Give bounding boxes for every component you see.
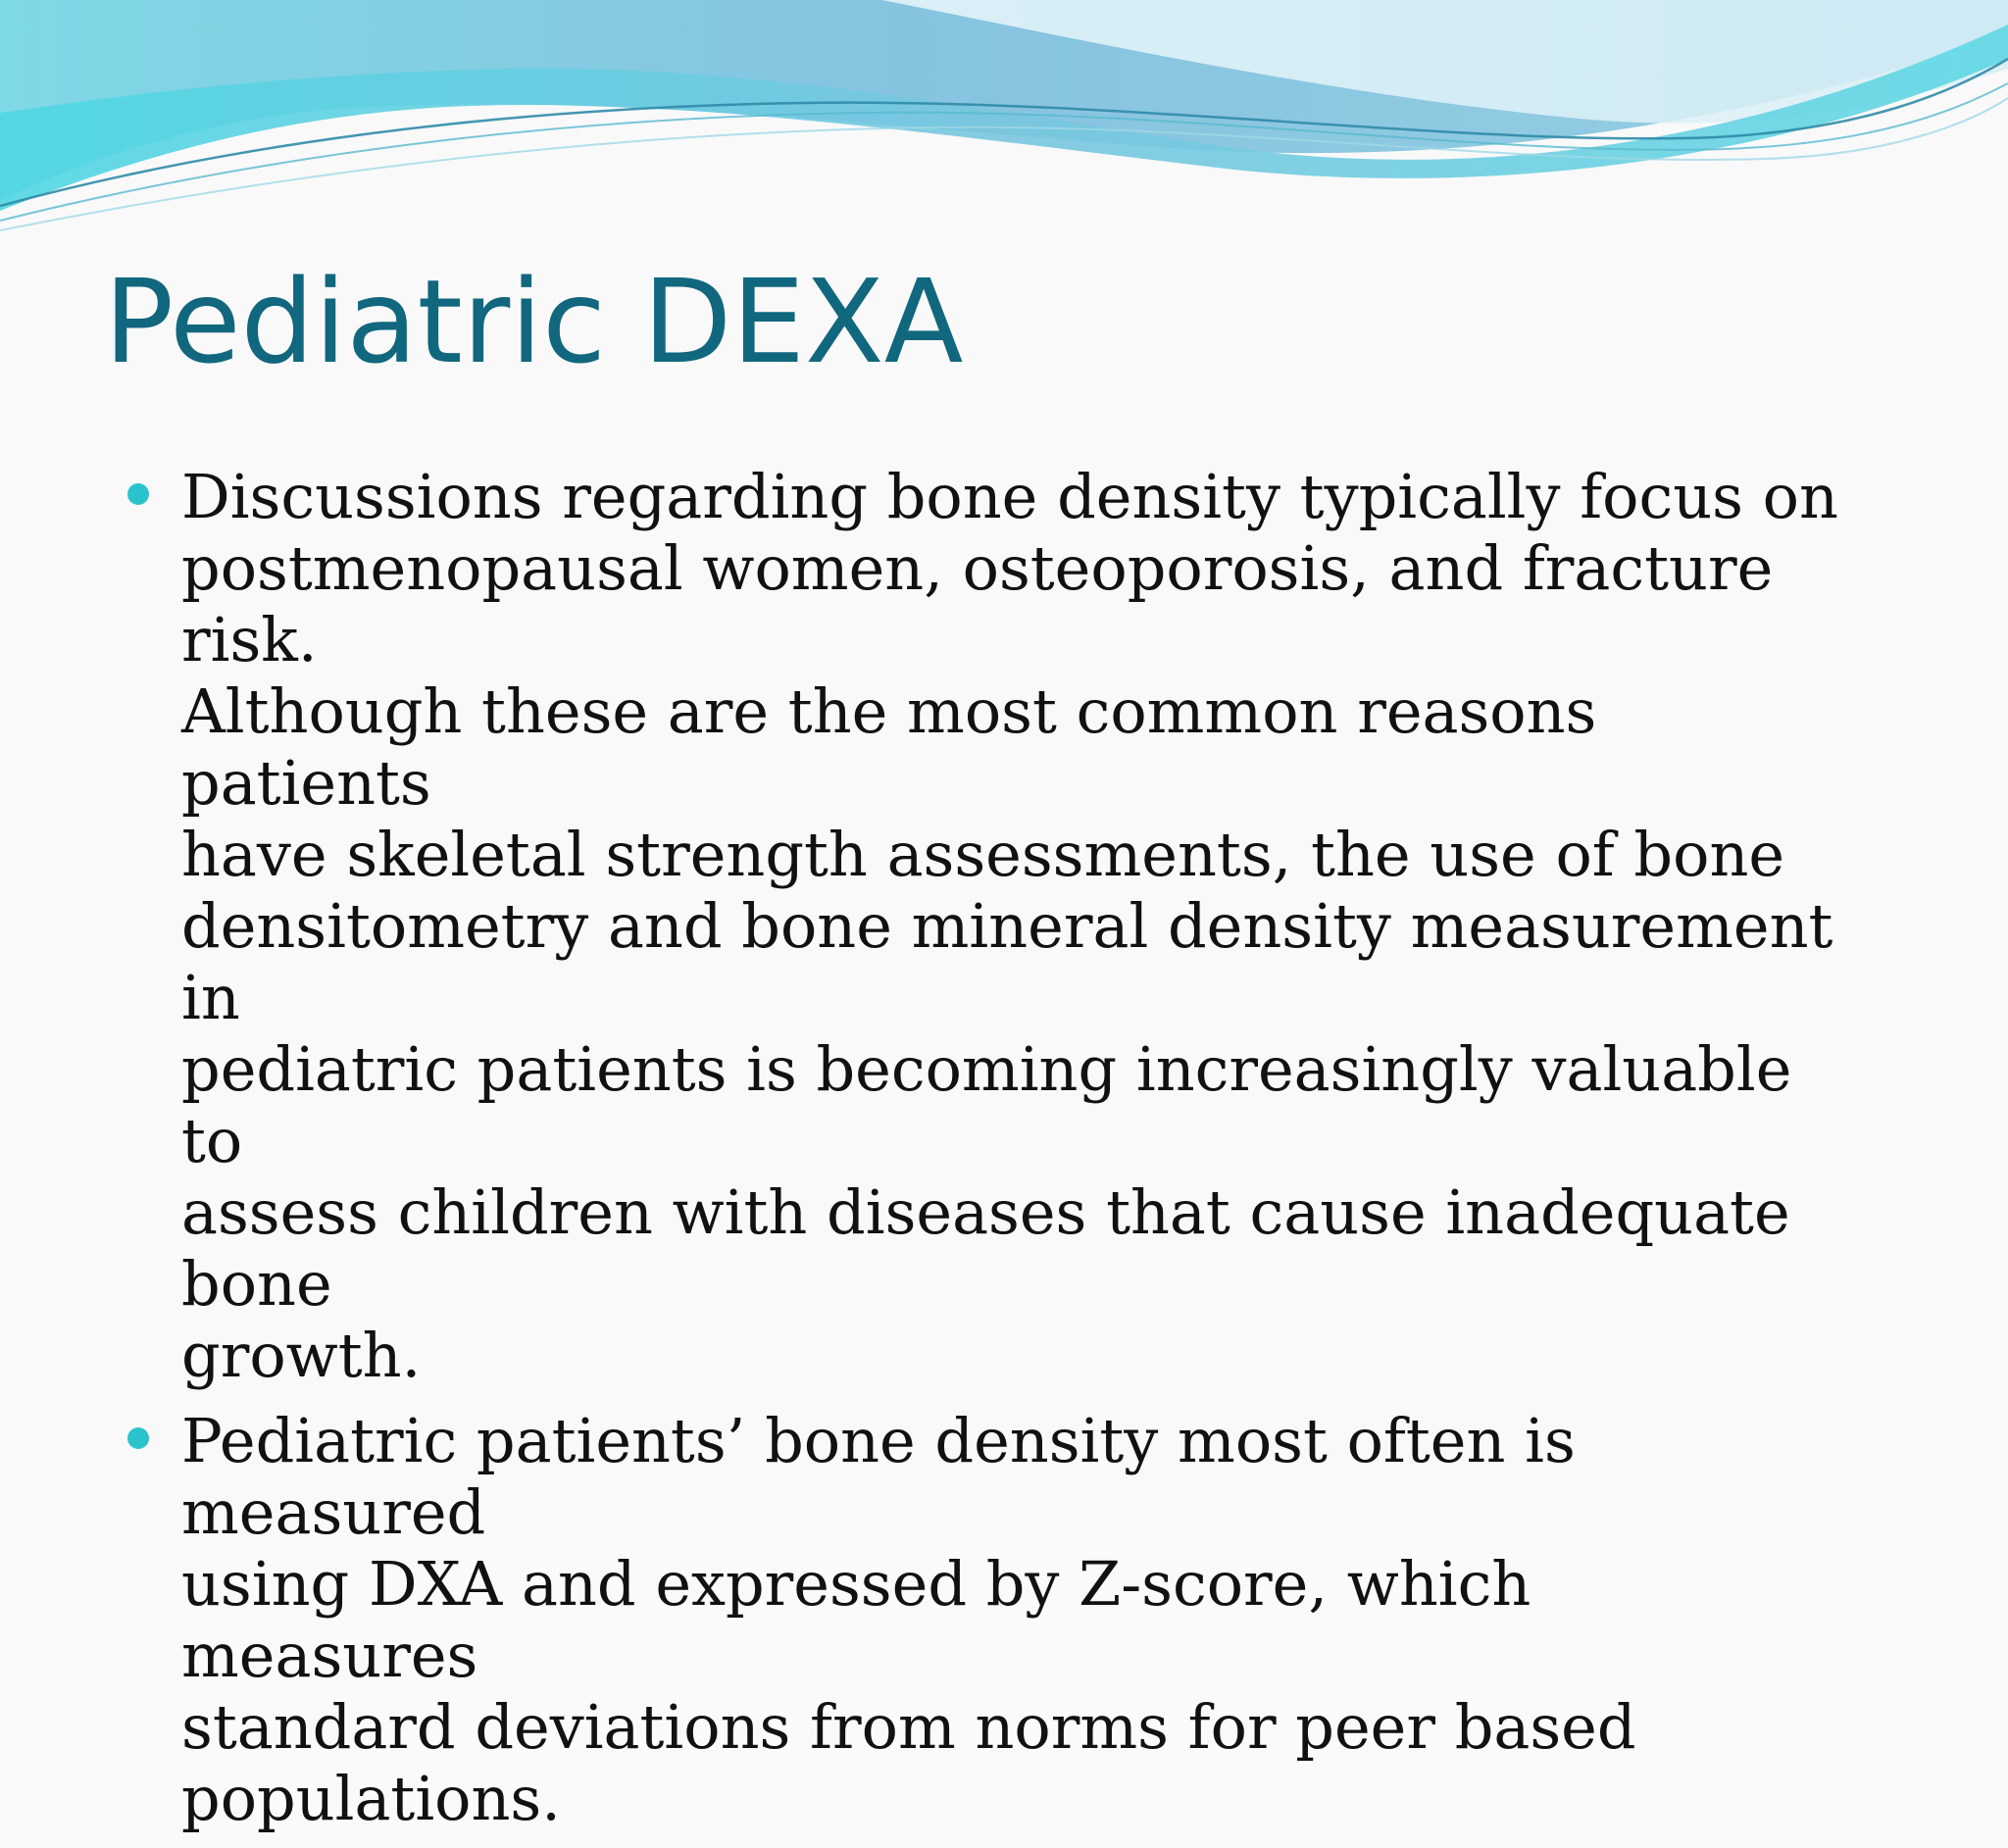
bullet-item-1 <box>118 461 1843 1391</box>
bullet-text: Pediatric patients’ bone density most often is measured using DXA and expressed by Z-score, which measures standard deviations from norms for peer based populations. <box>181 1405 1636 1834</box>
bullet-list <box>118 461 1843 1848</box>
slide-title: Pediatric DEXA <box>104 254 964 389</box>
bullet-dot-icon <box>127 1427 149 1449</box>
bullet-dot-icon <box>127 483 149 505</box>
wave-header-decoration <box>0 0 2008 235</box>
bullet-item-2 <box>118 1405 1843 1834</box>
bullet-text: Discussions regarding bone density typically focus on postmenopausal women, osteoporosis, and fracture risk. Although these are the most common reasons patients have skeletal strength assessments, the use of bone densitometry and bone mineral density measurement in pediatric patients is becoming increasingly valuable to assess children with diseases that cause inadequate bone growth. <box>181 461 1838 1391</box>
